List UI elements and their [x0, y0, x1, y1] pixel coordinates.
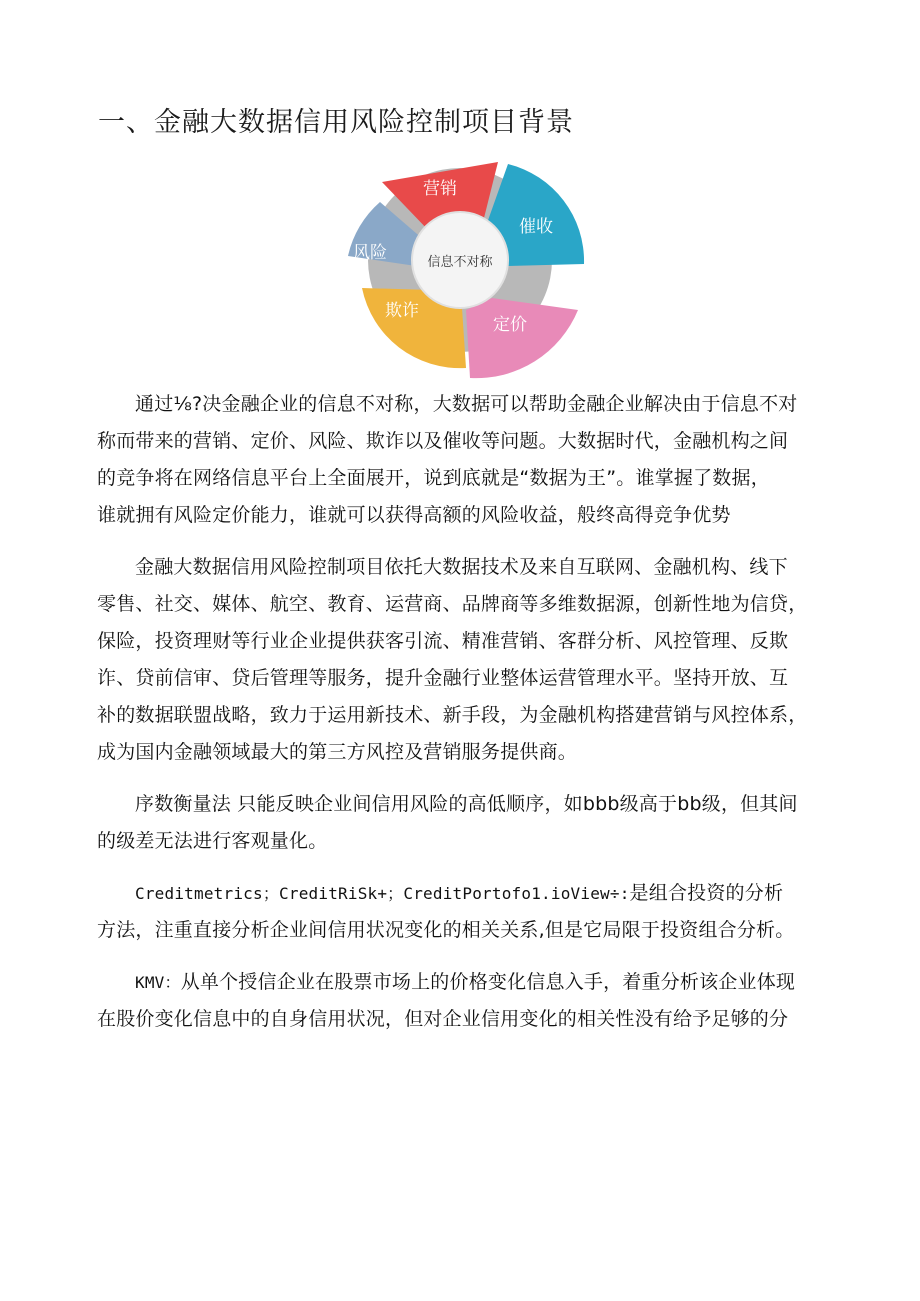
- paragraph-line: [97, 912, 837, 949]
- paragraph-line: [97, 1001, 837, 1038]
- segment-label-collection: 催收: [519, 217, 553, 237]
- paragraph-line: 保险，投资理财等行业企业提供获客引流、精准营销、客群分析、风控管理、反欺: [97, 630, 789, 652]
- paragraph-2: [97, 549, 837, 771]
- paragraph-4: [97, 875, 837, 949]
- segment-label-fraud: 欺诈: [385, 301, 419, 321]
- paragraph-line: [97, 875, 837, 912]
- paragraph-5: [97, 964, 837, 1038]
- paragraph-line: [97, 964, 837, 1001]
- segment-pricing: [466, 298, 578, 378]
- paragraph-line: 的级差无法进行客观量化。: [97, 830, 328, 852]
- paragraph-line: 的竞争将在网络信息平台上全面展开，说到底就是“数据为王”。谁掌握了数据，: [97, 467, 770, 489]
- paragraph-line: 通过⅛?决金融企业的信息不对称，大数据可以帮助金融企业解决由于信息不对: [135, 393, 798, 415]
- center-label: 信息不对称: [427, 255, 493, 270]
- segment-label-pricing: 定价: [493, 315, 527, 335]
- paragraph-line: 谁就拥有风险定价能力，谁就可以获得高额的风险收益，般终高得竞争优势: [97, 504, 731, 526]
- paragraph-text: 是组合投资的分析: [629, 882, 784, 904]
- model-name-kmv: KMV：: [135, 973, 181, 992]
- segment-label-marketing: 营销: [423, 179, 457, 199]
- info-asymmetry-diagram: [320, 148, 600, 384]
- model-names: Creditmetrics；CreditRiSk+；CreditPortofo1.ioView÷:: [135, 884, 630, 903]
- paragraph-line: 补的数据联盟战略，致力于运用新技术、新手段，为金融机构搭建营销与风控体系，: [97, 704, 808, 726]
- paragraph-3: [97, 786, 837, 860]
- paragraph-line: 零售、社交、媒体、航空、教育、运营商、品牌商等多维数据源，创新性地为信贷，: [97, 593, 808, 615]
- paragraph-line: 诈、贷前信审、贷后管理等服务，提升金融行业整体运营管理水平。坚持开放、互: [97, 667, 789, 689]
- paragraph-text: 在股价变化信息中的自身信用状况，但对企业信用变化的相关性没有给予足够的分: [97, 1008, 789, 1030]
- section-heading: 一、金融大数据信用风险控制项目背景: [98, 107, 574, 138]
- body-text: [97, 386, 837, 1053]
- paragraph-1: [97, 386, 837, 534]
- paragraph-text: 从单个授信企业在股票市场上的价格变化信息入手，着重分析该企业体现: [180, 971, 796, 993]
- paragraph-line: 称而带来的营销、定价、风险、欺诈以及催收等问题。大数据时代，金融机构之间: [97, 430, 789, 452]
- paragraph-text: 方法，注重直接分析企业间信用状况变化的相关关系,但是它局限于投资组合分析。: [97, 919, 795, 941]
- paragraph-line: 成为国内金融领域最大的第三方风控及营销服务提供商。: [97, 741, 578, 763]
- segment-label-risk: 风险: [353, 243, 387, 263]
- paragraph-line: 序数衡量法 只能反映企业间信用风险的高低顺序，如bbb级高于bb级，但其间: [135, 793, 798, 815]
- paragraph-line: 金融大数据信用风险控制项目依托大数据技术及来自互联网、金融机构、线下: [135, 556, 788, 578]
